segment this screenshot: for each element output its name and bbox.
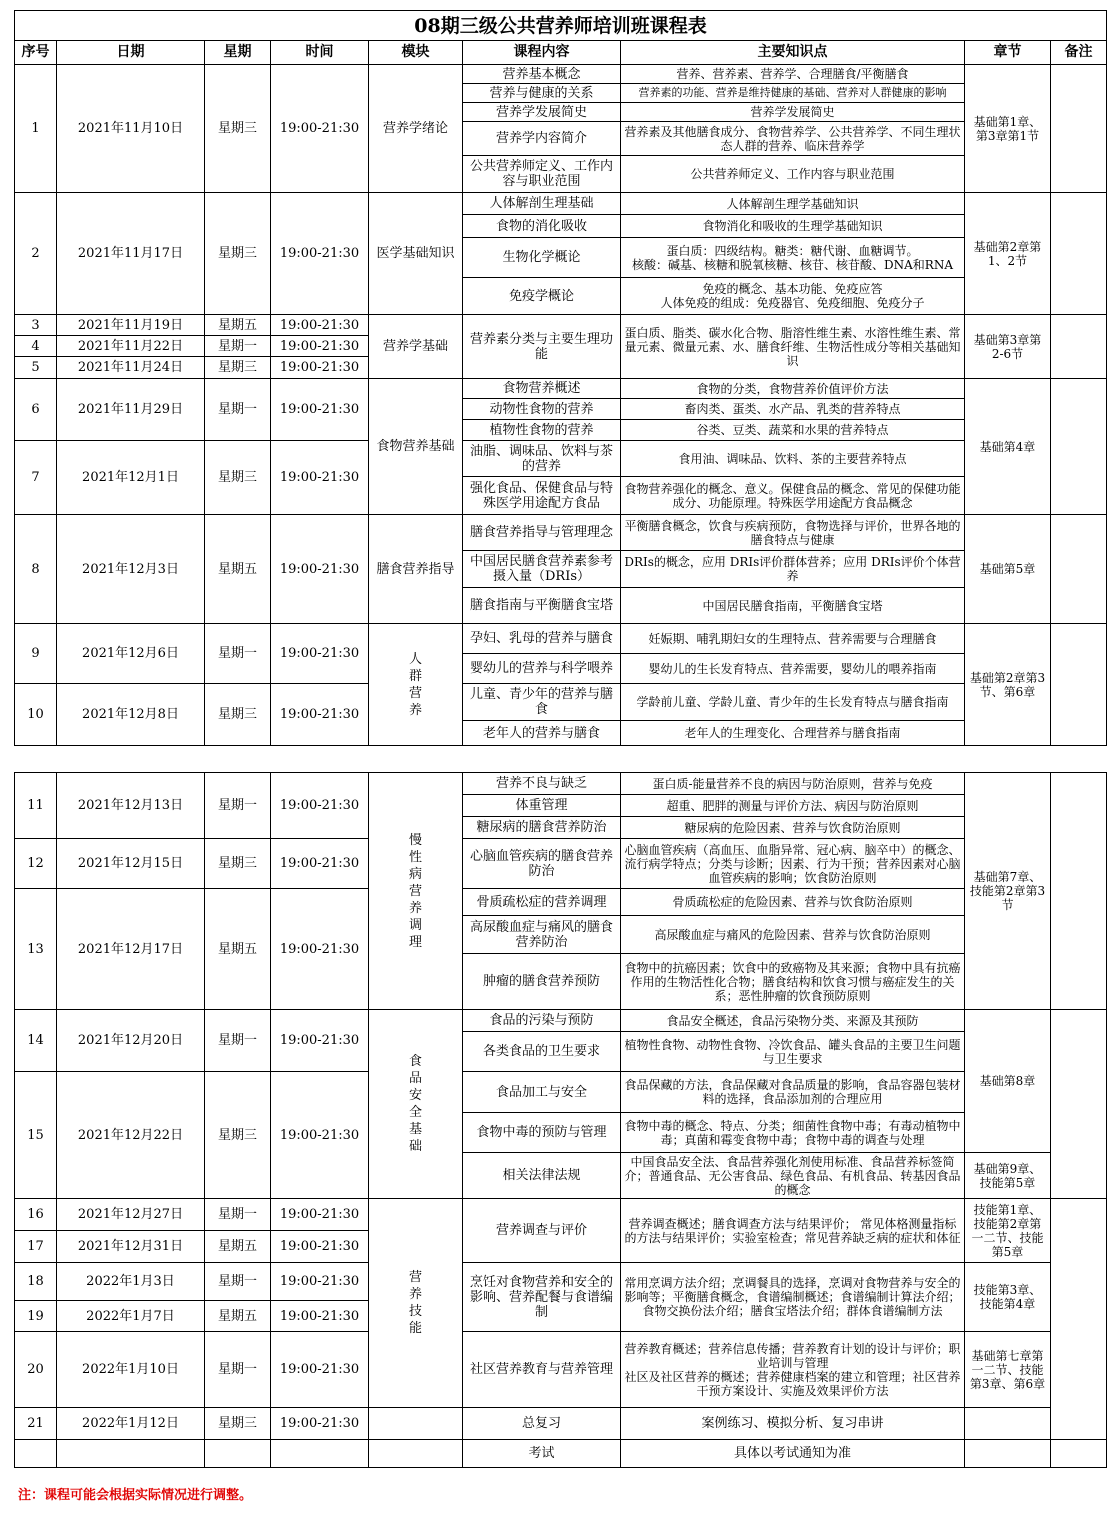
session-date: 2021年11月24日: [57, 357, 205, 379]
module-cell: [369, 1408, 463, 1440]
session-no: 9: [15, 624, 57, 684]
course-points: 老年人的生理变化、合理营养与膳食指南: [621, 721, 965, 746]
session-time: 19:00-21:30: [271, 1263, 369, 1301]
session-date: 2021年12月31日: [57, 1231, 205, 1263]
module-label: 营养技能: [408, 1270, 422, 1336]
session-weekday: 星期一: [205, 624, 271, 684]
session-weekday: [205, 1440, 271, 1468]
session-no: 10: [15, 684, 57, 746]
header-no: 序号: [15, 41, 57, 65]
course-content: 营养学发展简史: [463, 103, 621, 122]
table-row: [15, 684, 1107, 721]
course-content: 老年人的营养与膳食: [463, 721, 621, 746]
session-weekday: 星期五: [205, 889, 271, 1010]
session-time: 19:00-21:30: [271, 1332, 369, 1408]
chapter-cell: 基础第3章第2-6节: [965, 315, 1051, 379]
session-no: 19: [15, 1301, 57, 1332]
session-no: 5: [15, 357, 57, 379]
session-date: 2021年12月15日: [57, 839, 205, 889]
table-row: [15, 1440, 1107, 1468]
session-weekday: 星期五: [205, 1301, 271, 1332]
header-time: 时间: [271, 41, 369, 65]
table-row: [15, 1199, 1107, 1231]
session-weekday: 星期一: [205, 1332, 271, 1408]
course-content: 食物营养概述: [463, 379, 621, 399]
table-row: [15, 1332, 1107, 1408]
session-no: 16: [15, 1199, 57, 1231]
session-weekday: 星期三: [205, 839, 271, 889]
table-row: [15, 1010, 1107, 1032]
session-time: 19:00-21:30: [271, 889, 369, 1010]
session-no: 2: [15, 193, 57, 315]
course-content: 营养与健康的关系: [463, 84, 621, 103]
page-title: 08期三级公共营养师培训班课程表: [15, 11, 1107, 41]
course-points: 蛋白质-能量营养不良的病因与防治原则，营养与免疫: [621, 773, 965, 795]
course-content: 食品的污染与预防: [463, 1010, 621, 1032]
schedule-table-part-1: [14, 10, 1107, 746]
session-date: 2021年12月8日: [57, 684, 205, 746]
course-points: 学龄前儿童、学龄儿童、青少年的生长发育特点与膳食指南: [621, 684, 965, 721]
session-time: 19:00-21:30: [271, 357, 369, 379]
remark-cell: [1051, 515, 1107, 624]
course-content: 中国居民膳食营养素参考摄入量（DRIs）: [463, 551, 621, 588]
chapter-cell: 基础第8章: [965, 1010, 1051, 1153]
session-weekday: 星期一: [205, 1199, 271, 1231]
chapter-cell: 基础第9章、技能第5章: [965, 1153, 1051, 1199]
chapter-cell: 基础第2章第3节、第6章: [965, 624, 1051, 746]
course-points: 畜肉类、蛋类、水产品、乳类的营养特点: [621, 399, 965, 420]
course-content: 儿童、青少年的营养与膳食: [463, 684, 621, 721]
table-row: [15, 193, 1107, 215]
session-weekday: 星期一: [205, 336, 271, 357]
session-weekday: 星期三: [205, 193, 271, 315]
session-time: [271, 1440, 369, 1468]
session-time: 19:00-21:30: [271, 1072, 369, 1199]
course-content: 烹饪对食物营养和安全的影响、营养配餐与食谱编制: [463, 1263, 621, 1332]
module-cell-vertical: [369, 1010, 463, 1199]
course-points-line: 核酸：碱基、核糖和脱氧核糖、核苷、核苷酸、DNA和RNA: [632, 257, 953, 272]
course-points-line: 营养教育概述；营养信息传播；营养教育计划的设计与评价；职业培训与管理: [624, 1341, 961, 1370]
course-points: 高尿酸血症与痛风的危险因素、营养与饮食防治原则: [621, 916, 965, 954]
module-label: 慢性病营养调理: [408, 832, 422, 950]
table-row: [15, 65, 1107, 84]
session-date: 2021年11月10日: [57, 65, 205, 193]
remark-cell: [1051, 1199, 1107, 1440]
course-points: 营养素的功能、营养是维持健康的基础、营养对人群健康的影响: [621, 84, 965, 103]
course-points: [621, 1332, 965, 1408]
course-content: 社区营养教育与营养管理: [463, 1332, 621, 1408]
session-time: 19:00-21:30: [271, 684, 369, 746]
table-row: [15, 773, 1107, 795]
session-no: 17: [15, 1231, 57, 1263]
session-date: 2021年12月17日: [57, 889, 205, 1010]
table-row: [15, 1408, 1107, 1440]
course-content: 高尿酸血症与痛风的膳食营养防治: [463, 916, 621, 954]
course-content: 强化食品、保健食品与特殊医学用途配方食品: [463, 477, 621, 515]
table-row: [15, 441, 1107, 477]
remark-cell: [1051, 65, 1107, 193]
course-content: 动物性食物的营养: [463, 399, 621, 420]
session-date: 2022年1月7日: [57, 1301, 205, 1332]
session-no: 1: [15, 65, 57, 193]
session-date: 2021年11月19日: [57, 315, 205, 336]
session-weekday: 星期三: [205, 684, 271, 746]
remark-cell: [1051, 1010, 1107, 1199]
session-no: 18: [15, 1263, 57, 1301]
module-label: 人群营养: [408, 651, 422, 718]
course-content: 心脑血管疾病的膳食营养防治: [463, 839, 621, 889]
course-points: 人体解剖生理学基础知识: [621, 193, 965, 215]
module-cell: 医学基础知识: [369, 193, 463, 315]
course-points: 骨质疏松症的危险因素、营养与饮食防治原则: [621, 889, 965, 916]
session-time: 19:00-21:30: [271, 65, 369, 193]
session-no: 7: [15, 441, 57, 515]
session-weekday: 星期五: [205, 515, 271, 624]
header-points: 主要知识点: [621, 41, 965, 65]
course-points: 食物中的抗癌因素；饮食中的致癌物及其来源；食物中具有抗癌作用的生物活性化合物；膳食结构和饮食习惯与癌症发生的关系；恶性肿瘤的饮食预防原则: [621, 954, 965, 1010]
session-weekday: 星期三: [205, 1408, 271, 1440]
schedule-table-part-2: [14, 772, 1107, 1468]
session-weekday: 星期一: [205, 379, 271, 441]
session-no: 21: [15, 1408, 57, 1440]
course-points: 营养学发展简史: [621, 103, 965, 122]
remark-cell: [1051, 773, 1107, 1010]
course-points-line: 蛋白质：四级结构。糖类：糖代谢、血糖调节。: [666, 243, 919, 258]
module-cell-vertical: [369, 624, 463, 746]
session-date: 2021年11月22日: [57, 336, 205, 357]
session-date: 2021年11月29日: [57, 379, 205, 441]
module-cell: [369, 1440, 463, 1468]
session-date: 2021年12月27日: [57, 1199, 205, 1231]
course-points-line: 人体免疫的组成：免疫器官、免疫细胞、免疫分子: [660, 296, 925, 310]
module-cell-vertical: [369, 1199, 463, 1408]
course-content: 婴幼儿的营养与科学喂养: [463, 654, 621, 684]
remark-cell: [1051, 315, 1107, 379]
course-content: 孕妇、乳母的营养与膳食: [463, 624, 621, 654]
table-row: [15, 1072, 1107, 1113]
course-content: 公共营养师定义、工作内容与职业范围: [463, 156, 621, 193]
course-content: 人体解剖生理基础: [463, 193, 621, 215]
session-weekday: 星期三: [205, 1072, 271, 1199]
course-points: 超重、肥胖的测量与评价方法、病因与防治原则: [621, 795, 965, 817]
chapter-cell: 基础第4章: [965, 379, 1051, 515]
chapter-cell: 技能第1章、技能第2章第一二节、技能第5章: [965, 1199, 1051, 1263]
chapter-cell: 基础第1章、第3章第1节: [965, 65, 1051, 193]
session-no: 12: [15, 839, 57, 889]
session-date: 2022年1月12日: [57, 1408, 205, 1440]
module-cell-vertical: [369, 773, 463, 1010]
header-weekday: 星期: [205, 41, 271, 65]
header-row: [15, 41, 1107, 65]
remark-cell: [1051, 624, 1107, 746]
course-points: 营养调查概述；膳食调查方法与结果评价； 常见体格测量指标的方法与结果评价；实验室检查；常见营养缺乏病的症状和体征: [621, 1199, 965, 1263]
course-content: 营养不良与缺乏: [463, 773, 621, 795]
course-points: 中国食品安全法、食品营养强化剂使用标准、食品营养标签简介；普通食品、无公害食品、绿色食品、有机食品、转基因食品的概念: [621, 1153, 965, 1199]
module-cell: 膳食营养指导: [369, 515, 463, 624]
course-points: 食用油、调味品、饮料、茶的主要营养特点: [621, 441, 965, 477]
course-points: 蛋白质、脂类、碳水化合物、脂溶性维生素、水溶性维生素、常量元素、微量元素、水、膳食纤维、生物活性成分等相关基础知识: [621, 315, 965, 379]
table-row: [15, 1263, 1107, 1301]
course-points: 糖尿病的危险因素、营养与饮食防治原则: [621, 817, 965, 839]
session-time: 19:00-21:30: [271, 193, 369, 315]
table-row: [15, 315, 1107, 336]
session-time: 19:00-21:30: [271, 1010, 369, 1072]
course-content: 食品加工与安全: [463, 1072, 621, 1113]
header-remark: 备注: [1051, 41, 1107, 65]
course-points: 食物的分类，食物营养价值评价方法: [621, 379, 965, 399]
session-weekday: 星期三: [205, 357, 271, 379]
remark-cell: [1051, 193, 1107, 315]
chapter-cell: 基础第2章第1、2节: [965, 193, 1051, 315]
chapter-cell: [965, 1408, 1051, 1440]
session-date: 2021年12月20日: [57, 1010, 205, 1072]
session-no: 3: [15, 315, 57, 336]
course-points: 食物中毒的概念、特点、分类；细菌性食物中毒；有毒动植物中毒；真菌和霉变食物中毒；食物中毒的调查与处理: [621, 1113, 965, 1153]
header-chapter: 章节: [965, 41, 1051, 65]
session-no: 20: [15, 1332, 57, 1408]
course-points: 营养素及其他膳食成分、食物营养学、公共营养学、不同生理状态人群的营养、临床营养学: [621, 122, 965, 156]
session-time: 19:00-21:30: [271, 441, 369, 515]
session-time: 19:00-21:30: [271, 515, 369, 624]
course-points: 平衡膳食概念，饮食与疾病预防，食物选择与评价，世界各地的膳食特点与健康: [621, 515, 965, 551]
course-content: 肿瘤的膳食营养预防: [463, 954, 621, 1010]
course-points: 植物性食物、动物性食物、冷饮食品、罐头食品的主要卫生问题与卫生要求: [621, 1032, 965, 1072]
session-weekday: 星期三: [205, 65, 271, 193]
chapter-cell: 技能第3章、技能第4章: [965, 1263, 1051, 1332]
module-cell: 营养学绪论: [369, 65, 463, 193]
session-time: 19:00-21:30: [271, 315, 369, 336]
course-content: 油脂、调味品、饮料与茶的营养: [463, 441, 621, 477]
course-content: 各类食品的卫生要求: [463, 1032, 621, 1072]
course-content: 膳食指南与平衡膳食宝塔: [463, 588, 621, 624]
table-row: [15, 379, 1107, 399]
course-points: 营养、营养素、营养学、合理膳食/平衡膳食: [621, 65, 965, 84]
course-content: 植物性食物的营养: [463, 420, 621, 441]
course-points-line: 免疫的概念、基本功能、免疫应答: [702, 282, 883, 296]
session-time: 19:00-21:30: [271, 773, 369, 839]
course-content: 考试: [463, 1440, 621, 1468]
session-no: 8: [15, 515, 57, 624]
session-date: 2022年1月3日: [57, 1263, 205, 1301]
session-no: 15: [15, 1072, 57, 1199]
footnote: 注：课程可能会根据实际情况进行调整。: [18, 1488, 253, 1503]
chapter-cell: 基础第5章: [965, 515, 1051, 624]
course-points: 食物营养强化的概念、意义。保健食品的概念、常见的保健功能成分、功能原理。特殊医学用途配方食品概念: [621, 477, 965, 515]
course-content: 食物中毒的预防与管理: [463, 1113, 621, 1153]
course-points: 常用烹调方法介绍；烹调餐具的选择，烹调对食物营养与安全的影响等；平衡膳食概念，食谱编制概述；食谱编制计算法介绍；食物交换份法介绍；膳食宝塔法介绍；群体食谱编制方法: [621, 1263, 965, 1332]
session-time: 19:00-21:30: [271, 1408, 369, 1440]
session-date: 2021年12月13日: [57, 773, 205, 839]
course-points: 具体以考试通知为准: [621, 1440, 965, 1468]
chapter-cell: 基础第7章、技能第2章第3节: [965, 773, 1051, 1010]
session-no: 13: [15, 889, 57, 1010]
session-date: 2021年12月1日: [57, 441, 205, 515]
chapter-cell: 基础第七章第一二节、技能第3章、第6章: [965, 1332, 1051, 1408]
course-points: DRIs的概念，应用 DRIs评价群体营养；应用 DRIs评价个体营养: [621, 551, 965, 588]
session-date: 2021年12月22日: [57, 1072, 205, 1199]
session-date: [57, 1440, 205, 1468]
session-date: 2021年12月6日: [57, 624, 205, 684]
course-points: [621, 238, 965, 278]
course-points: 心脑血管疾病（高血压、血脂异常、冠心病、脑卒中）的概念、流行病学特点；分类与诊断；因素、行为干预；营养因素对心脑血管疾病的影响；饮食防治原则: [621, 839, 965, 889]
course-content: 体重管理: [463, 795, 621, 817]
remark-cell: [1051, 379, 1107, 515]
session-weekday: 星期五: [205, 1231, 271, 1263]
session-weekday: 星期三: [205, 441, 271, 515]
session-time: 19:00-21:30: [271, 336, 369, 357]
session-weekday: 星期一: [205, 1010, 271, 1072]
session-date: 2022年1月10日: [57, 1332, 205, 1408]
module-label: 食品安全基础: [408, 1054, 422, 1154]
course-points: 案例练习、模拟分析、复习串讲: [621, 1408, 965, 1440]
session-no: 11: [15, 773, 57, 839]
session-time: 19:00-21:30: [271, 379, 369, 441]
course-content: 营养素分类与主要生理功能: [463, 315, 621, 379]
session-time: 19:00-21:30: [271, 1301, 369, 1332]
module-cell: 食物营养基础: [369, 379, 463, 515]
course-content: 相关法律法规: [463, 1153, 621, 1199]
course-points: 妊娠期、哺乳期妇女的生理特点、营养需要与合理膳食: [621, 624, 965, 654]
session-weekday: 星期五: [205, 315, 271, 336]
table-row: [15, 515, 1107, 551]
course-points: 食物消化和吸收的生理学基础知识: [621, 215, 965, 238]
table-row: [15, 624, 1107, 654]
table-row: [15, 889, 1107, 916]
course-content: 营养基本概念: [463, 65, 621, 84]
course-content: 骨质疏松症的营养调理: [463, 889, 621, 916]
table-row: [15, 839, 1107, 889]
remark-cell: [1051, 1440, 1107, 1468]
course-points-line: 社区及社区营养的概述；营养健康档案的建立和管理；社区营养干预方案设计、实施及效果评价方法: [624, 1369, 961, 1398]
session-time: 19:00-21:30: [271, 839, 369, 889]
course-content: 营养学内容简介: [463, 122, 621, 156]
session-date: 2021年11月17日: [57, 193, 205, 315]
header-module: 模块: [369, 41, 463, 65]
session-weekday: 星期一: [205, 773, 271, 839]
course-points: 公共营养师定义、工作内容与职业范围: [621, 156, 965, 193]
session-time: 19:00-21:30: [271, 1231, 369, 1263]
session-date: 2021年12月3日: [57, 515, 205, 624]
chapter-cell: [965, 1440, 1051, 1468]
course-content: 食物的消化吸收: [463, 215, 621, 238]
module-cell: 营养学基础: [369, 315, 463, 379]
header-content: 课程内容: [463, 41, 621, 65]
course-points: 婴幼儿的生长发育特点、营养需要，婴幼儿的喂养指南: [621, 654, 965, 684]
session-time: 19:00-21:30: [271, 624, 369, 684]
session-no: 4: [15, 336, 57, 357]
course-content: 生物化学概论: [463, 238, 621, 278]
course-points: 食品保藏的方法，食品保藏对食品质量的影响，食品容器包装材料的选择，食品添加剂的合理应用: [621, 1072, 965, 1113]
course-points: 谷类、豆类、蔬菜和水果的营养特点: [621, 420, 965, 441]
session-no: [15, 1440, 57, 1468]
course-points: 中国居民膳食指南，平衡膳食宝塔: [621, 588, 965, 624]
header-date: 日期: [57, 41, 205, 65]
course-content: 膳食营养指导与管理理念: [463, 515, 621, 551]
session-weekday: 星期一: [205, 1263, 271, 1301]
course-points: 食品安全概述，食品污染物分类、来源及其预防: [621, 1010, 965, 1032]
course-content: 免疫学概论: [463, 278, 621, 315]
session-time: 19:00-21:30: [271, 1199, 369, 1231]
course-content: 营养调查与评价: [463, 1199, 621, 1263]
session-no: 14: [15, 1010, 57, 1072]
course-content: 糖尿病的膳食营养防治: [463, 817, 621, 839]
session-no: 6: [15, 379, 57, 441]
course-content: 总复习: [463, 1408, 621, 1440]
course-points: [621, 278, 965, 315]
